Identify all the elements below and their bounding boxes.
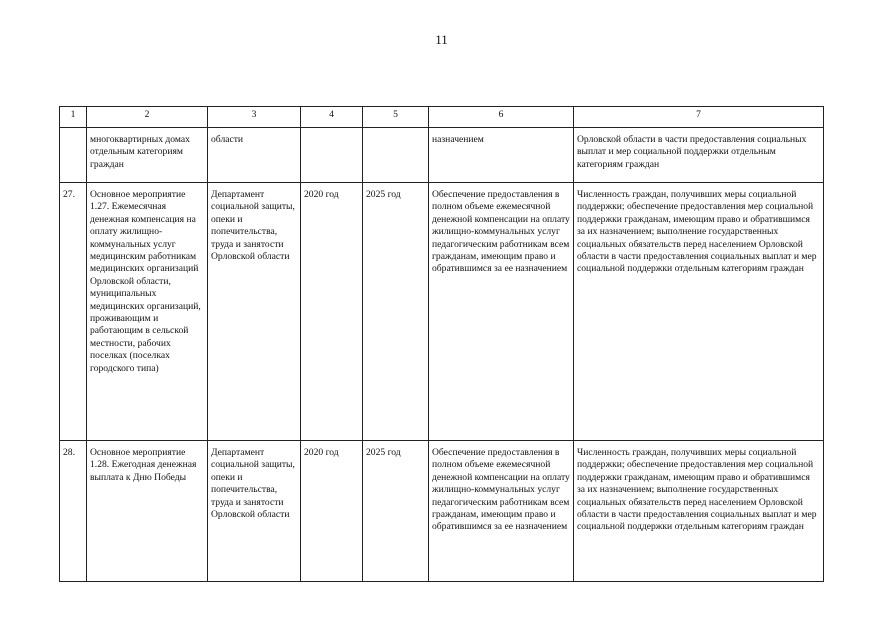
cell-executor: Департамент социальной защиты, опеки и попечительства, труда и занятости Орловской области (208, 183, 301, 441)
header-cell-1: 1 (60, 107, 87, 128)
header-cell-6: 6 (429, 107, 574, 128)
page-number: 11 (435, 32, 448, 47)
cell-activity: Основное мероприятие 1.27. Ежемесячная денежная компенсация на оплату жилищно-коммунальных услуг медицинским работникам медицинских организаций Орловской области, муниципальных медицинских организаций, проживающим и работающим в сельской местности, рабочих поселках (поселках городского типа) (87, 183, 208, 441)
cell-number (60, 128, 87, 183)
cell-start-year: 2020 год (301, 441, 363, 582)
cell-executor: Департамент социальной защиты, опеки и попечительства, труда и занятости Орловской области (208, 441, 301, 582)
cell-end-year: 2025 год (363, 183, 429, 441)
cell-expected-result: Обеспечение предоставления в полном объеме ежемесячной денежной компенсации на оплату жилищно-коммунальных услуг педагогическим работникам всем гражданам, имеющим право и обратившимся за ее назначением (429, 183, 574, 441)
cell-number: 28. (60, 441, 87, 582)
table-row-continuation (60, 128, 824, 183)
table-body (60, 128, 824, 582)
cell-executor: области (208, 128, 301, 183)
header-cell-3: 3 (208, 107, 301, 128)
cell-indicators: Численность граждан, получивших меры социальной поддержки; обеспечение предоставления мер социальной поддержки гражданам, имеющим право и обратившимся за их назначением; выполнение государственных социальных обязательств перед населением Орловской области в части предоставления социальных выплат и мер социальной поддержки отдельным категориям граждан (574, 183, 824, 441)
table-row-27 (60, 183, 824, 441)
cell-indicators: Орловской области в части предоставления социальных выплат и мер социальной поддержки отдельным категориям граждан (574, 128, 824, 183)
cell-end-year: 2025 год (363, 441, 429, 582)
header-cell-4: 4 (301, 107, 363, 128)
cell-expected-result: назначением (429, 128, 574, 183)
cell-end-year (363, 128, 429, 183)
header-cell-5: 5 (363, 107, 429, 128)
header-row (60, 107, 824, 128)
table-row-28 (60, 441, 824, 582)
cell-activity: Основное мероприятие 1.28. Ежегодная денежная выплата к Дню Победы (87, 441, 208, 582)
cell-expected-result: Обеспечение предоставления в полном объеме ежемесячной денежной компенсации на оплату жилищно-коммунальных услуг педагогическим работникам всем гражданам, имеющим право и обратившимся за ее назначением (429, 441, 574, 582)
header-cell-7: 7 (574, 107, 824, 128)
cell-start-year (301, 128, 363, 183)
header-cell-2: 2 (87, 107, 208, 128)
cell-start-year: 2020 год (301, 183, 363, 441)
cell-number: 27. (60, 183, 87, 441)
table-header (60, 107, 824, 128)
cell-indicators: Численность граждан, получивших меры социальной поддержки; обеспечение предоставления мер социальной поддержки гражданам, имеющим право и обратившимся за их назначением; выполнение государственных социальных обязательств перед населением Орловской области в части предоставления социальных выплат и мер социальной поддержки отдельным категориям граждан (574, 441, 824, 582)
cell-activity: многоквартирных домах отдельным категориям граждан (87, 128, 208, 183)
program-activities-table (59, 106, 824, 582)
